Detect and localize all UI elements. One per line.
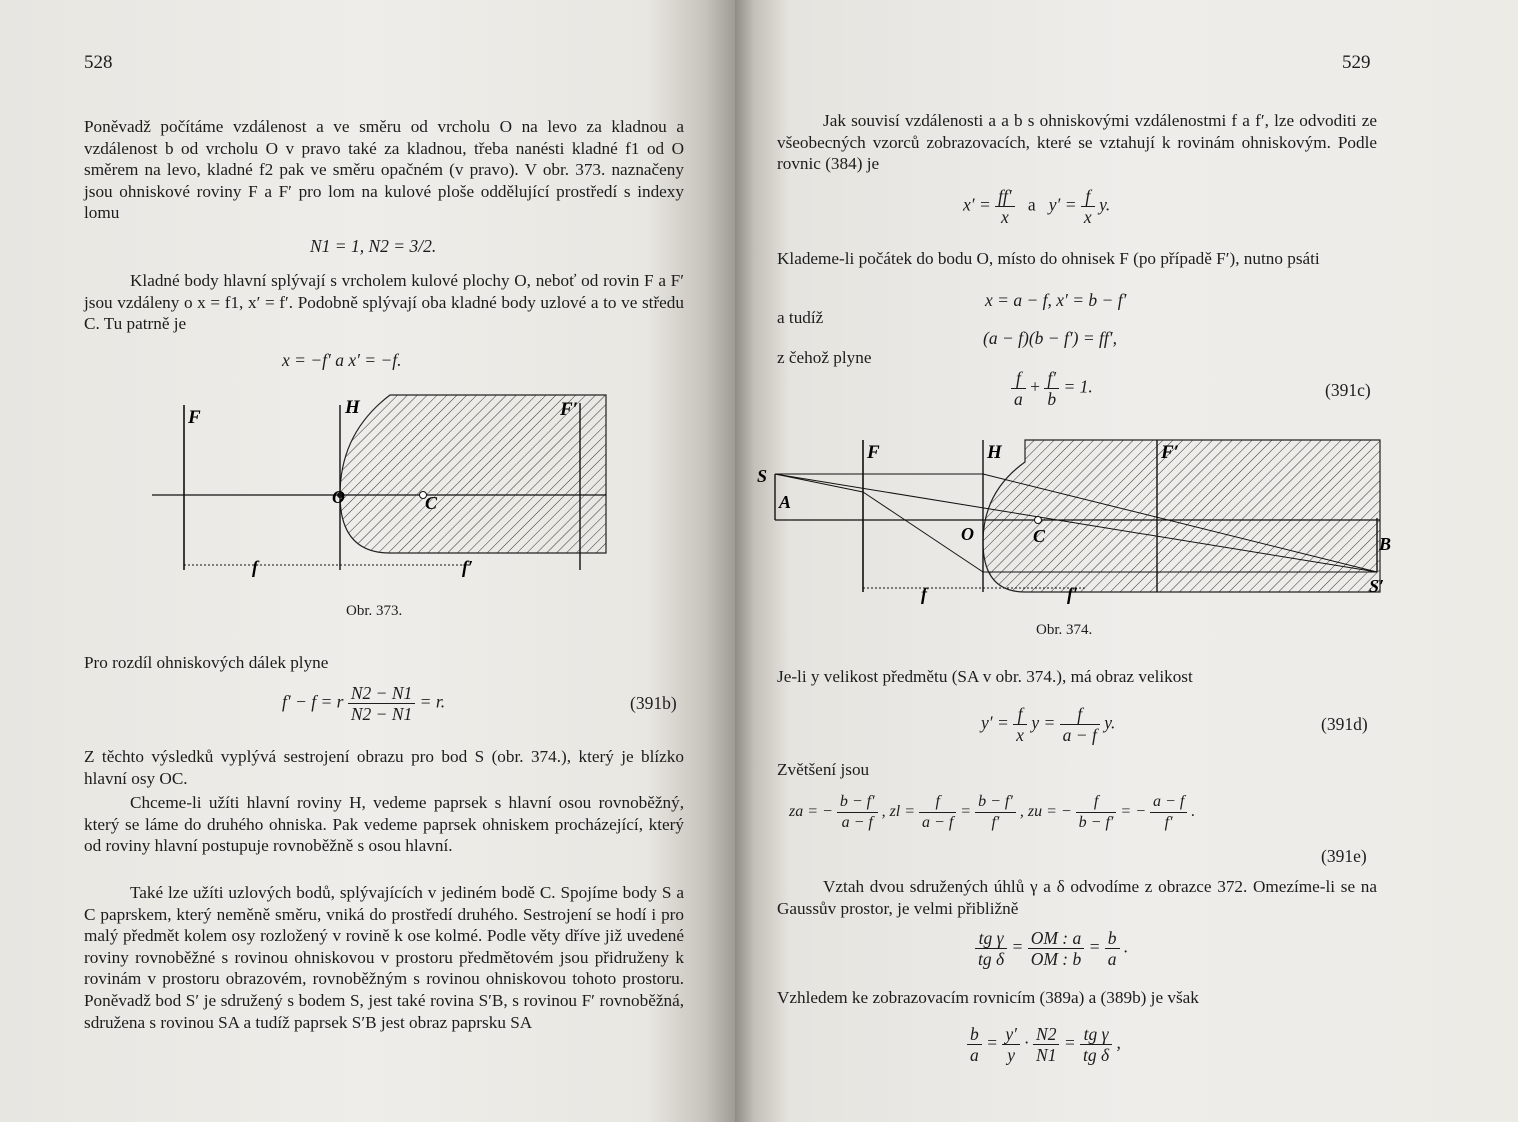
denominator: OM : b	[1030, 949, 1082, 969]
denominator: y	[1007, 1045, 1015, 1065]
eq-part: za = −	[789, 803, 833, 821]
numerator: y′	[1002, 1024, 1020, 1045]
eq-part: ,	[1116, 1032, 1121, 1053]
paragraph: Zvětšení jsou	[777, 760, 870, 779]
numerator: a − f	[1150, 792, 1187, 813]
paragraph: Vzhledem ke zobrazovacím rovnicím (389a) a (389b) je však	[777, 988, 1199, 1007]
fraction	[1105, 928, 1120, 969]
numerator: OM : a	[1028, 928, 1085, 949]
eq-part: y′ =	[1048, 194, 1077, 215]
fraction	[837, 792, 878, 833]
fraction	[975, 792, 1016, 833]
figure-caption: Obr. 374.	[1036, 622, 1093, 638]
eq-part: y′ =	[981, 712, 1009, 733]
paragraph: Klademe-li počátek do bodu O, místo do ohnisek F (po případě F′), nutno psáti	[777, 249, 1320, 268]
denominator: a − f	[922, 814, 954, 831]
figure-caption: Obr. 373.	[346, 603, 403, 619]
figure-label-O: O	[961, 524, 974, 544]
fraction	[919, 792, 956, 833]
denominator: tg δ	[1083, 1045, 1110, 1065]
numerator: f	[919, 792, 956, 813]
paragraph: Jak souvisí vzdálenosti a a b s ohniskovými vzdálenostmi f a f′, lze odvoditi ze všeobecných vzorců zobrazovacích, které se vztahují k rovinám ohniskovým. Podle rovnic (384) je	[777, 111, 1377, 174]
equation-391c	[1011, 368, 1093, 409]
equation-indices: N1 = 1, N2 = 3/2.	[310, 236, 437, 256]
eq-part: = 1.	[1063, 376, 1093, 397]
denominator: a	[1014, 389, 1023, 409]
figure-label-Sprime: S′	[1369, 576, 1385, 596]
figure-label-C: C	[1033, 526, 1046, 546]
denominator: x	[1001, 207, 1009, 227]
figure-label-B: B	[1379, 534, 1392, 554]
denominator: b − f′	[1078, 814, 1114, 831]
paragraph: z čehož plyne	[777, 348, 872, 367]
eq-part: y.	[1099, 194, 1111, 215]
eq-part: =	[986, 1032, 998, 1053]
numerator: f	[1011, 368, 1026, 389]
eq-part: =	[1088, 936, 1101, 957]
figure-label-f: f	[921, 584, 927, 604]
figure-label-H: H	[345, 397, 360, 418]
denominator: f′	[991, 814, 1000, 831]
paragraph: Chceme-li užíti hlavní roviny H, vedeme paprsek s hlavní osou rovnoběžný, který se láme do druhého ohniska. Pak vedeme paprsek ohniskem procházející, který od roviny hlavní postupuje rovnoběžně s osou hlavní.	[84, 793, 684, 856]
numerator: tg γ	[975, 928, 1007, 949]
denominator: a	[1107, 949, 1117, 969]
denominator: N2 − N1	[350, 704, 413, 724]
paragraph: Je-li y velikost předmětu (SA v obr. 374.), má obraz velikost	[777, 667, 1193, 686]
equation-number: (391c)	[1325, 380, 1371, 400]
fraction	[1060, 704, 1100, 745]
equation-number: (391b)	[630, 693, 677, 713]
equation-angles	[975, 928, 1128, 969]
equation-x: x = −f′ a x′ = −f.	[282, 350, 402, 370]
figure-label-O: O	[332, 487, 345, 507]
fraction	[1011, 368, 1026, 409]
figure-374	[755, 432, 1395, 612]
fraction	[348, 683, 415, 724]
equation-384	[963, 186, 1110, 227]
paragraph: Vztah dvou sdružených úhlů γ a δ odvodíme z obrazce 372. Omezíme-li se na Gaussův prostor, je velmi přibližně	[777, 877, 1377, 918]
equation-391e	[789, 792, 1195, 833]
eq-part: = r.	[419, 691, 446, 712]
fraction	[1028, 928, 1085, 969]
denominator: a − f	[841, 814, 873, 831]
denominator: x	[1016, 725, 1024, 745]
eq-part: y.	[1104, 712, 1116, 733]
paragraph: Z těchto výsledků vyplývá sestrojení obrazu pro bod S (obr. 374.), který je blízko hlavní osy OC.	[84, 747, 684, 788]
eq-part: y =	[1031, 712, 1056, 733]
figure-label-C: C	[425, 493, 438, 513]
fraction	[1013, 704, 1027, 745]
eq-part: a	[1027, 194, 1036, 215]
figure-label-F: F	[867, 442, 880, 463]
numerator: ff′	[995, 186, 1015, 207]
paragraph: Také lze užíti uzlových bodů, splývajících v jediném bodě C. Spojíme body S a C paprskem, který neměně směru, vniká do prostředí druhého. Sestrojení se hodí i pro malý předmět kolem osy rozložený v rovině k ose kolmé. Podle věty dříve již uvedené roviny rovnoběžné s rovinou ohniskovou v prostoru předmětovém jsou přidruženy k rovinám v prostoru obrazovém, rovnoběžným s rovinou ohniskovou tohoto prostoru. Poněvadž bod S′ je sdružený s bodem S, jest také rovina S′B, s rovinou F′ rovnoběžná, sdružena s rovinou SA a tudíž paprsek S′B jest obraz paprsku SA	[84, 883, 684, 1032]
figure-label-Fprime: F′	[1161, 442, 1180, 463]
numerator: b	[1105, 928, 1120, 949]
equation-last	[967, 1024, 1121, 1065]
fraction	[1002, 1024, 1020, 1065]
numerator: b	[967, 1024, 982, 1045]
eq-part: x′ =	[963, 194, 991, 215]
eq-part: .	[1191, 803, 1196, 821]
numerator: f	[1013, 704, 1027, 725]
paragraph: a tudíž	[777, 308, 824, 327]
eq-part: f′ − f = r	[282, 691, 344, 712]
eq-part: ·	[1024, 1032, 1029, 1053]
fraction	[995, 186, 1015, 227]
eq-part: =	[1063, 1032, 1076, 1053]
numerator: tg γ	[1080, 1024, 1112, 1045]
fraction	[1080, 1024, 1112, 1065]
numerator: f	[1060, 704, 1100, 725]
eq-part: =	[960, 803, 972, 821]
figure-label-H: H	[987, 442, 1002, 463]
eq-part: .	[1123, 936, 1129, 957]
equation-shift: x = a − f, x′ = b − f′	[985, 290, 1127, 310]
right-page	[735, 0, 1518, 1122]
page-number: 529	[1342, 52, 1371, 73]
numerator: b − f′	[837, 792, 878, 813]
figure-label-A: A	[779, 492, 792, 512]
numerator: N2 − N1	[348, 683, 415, 704]
fraction	[967, 1024, 982, 1065]
equation-product: (a − f)(b − f′) = ff′,	[983, 328, 1117, 348]
numerator: b − f′	[975, 792, 1016, 813]
paragraph: Kladné body hlavní splývají s vrcholem kulové plochy O, neboť od rovin F a F′ jsou vzdáleny o x = f1, x′ = f′. Podobně splývají oba kladné body uzlové a to ve středu C. Tu patrně je	[84, 271, 684, 334]
left-page	[0, 0, 735, 1122]
fraction	[1081, 186, 1095, 227]
denominator: N1	[1036, 1045, 1057, 1065]
figure-373	[140, 385, 620, 585]
figure-label-fprime: f′	[462, 557, 474, 577]
paragraph: Pro rozdíl ohniskových dálek plyne	[84, 653, 329, 672]
figure-label-Fprime: F′	[560, 399, 579, 420]
fraction	[975, 928, 1007, 969]
eq-part: , zu = −	[1019, 803, 1072, 821]
eq-part: = −	[1120, 803, 1147, 821]
equation-number: (391e)	[1321, 846, 1367, 866]
numerator: f	[1076, 792, 1117, 813]
denominator: a − f	[1062, 725, 1097, 745]
numerator: f′	[1044, 368, 1059, 389]
page-number: 528	[84, 52, 113, 73]
figure-label-fprime: f′	[1067, 584, 1079, 604]
figure-label-F: F	[188, 407, 201, 428]
denominator: x	[1083, 207, 1092, 227]
fraction	[1076, 792, 1117, 833]
equation-number: (391d)	[1321, 714, 1368, 734]
eq-part: +	[1030, 376, 1040, 397]
fraction	[1150, 792, 1187, 833]
numerator: f	[1081, 186, 1095, 207]
denominator: b	[1047, 389, 1057, 409]
denominator: a	[970, 1045, 979, 1065]
fraction	[1044, 368, 1059, 409]
numerator: N2	[1033, 1024, 1059, 1045]
denominator: tg δ	[978, 949, 1005, 969]
equation-391d	[981, 704, 1115, 745]
figure-label-S: S	[757, 466, 768, 486]
denominator: f′	[1164, 814, 1173, 831]
fraction	[1033, 1024, 1059, 1065]
equation-391b	[282, 683, 445, 724]
eq-part: =	[1011, 936, 1024, 957]
eq-part: , zl =	[881, 803, 916, 821]
paragraph: Poněvadž počítáme vzdálenost a ve směru od vrcholu O na levo za kladnou a vzdálenost b od vrcholu O v pravo také za kladnou, třeba nanésti kladné f1 od O směrem na levo, kladné f2 pak ve směru opačném (v pravo). V obr. 373. naznačeny jsou ohniskové roviny F a F′ pro lom na kulové ploše oddělující prostředí s indexy lomu	[84, 117, 684, 223]
figure-label-f: f	[252, 557, 258, 577]
